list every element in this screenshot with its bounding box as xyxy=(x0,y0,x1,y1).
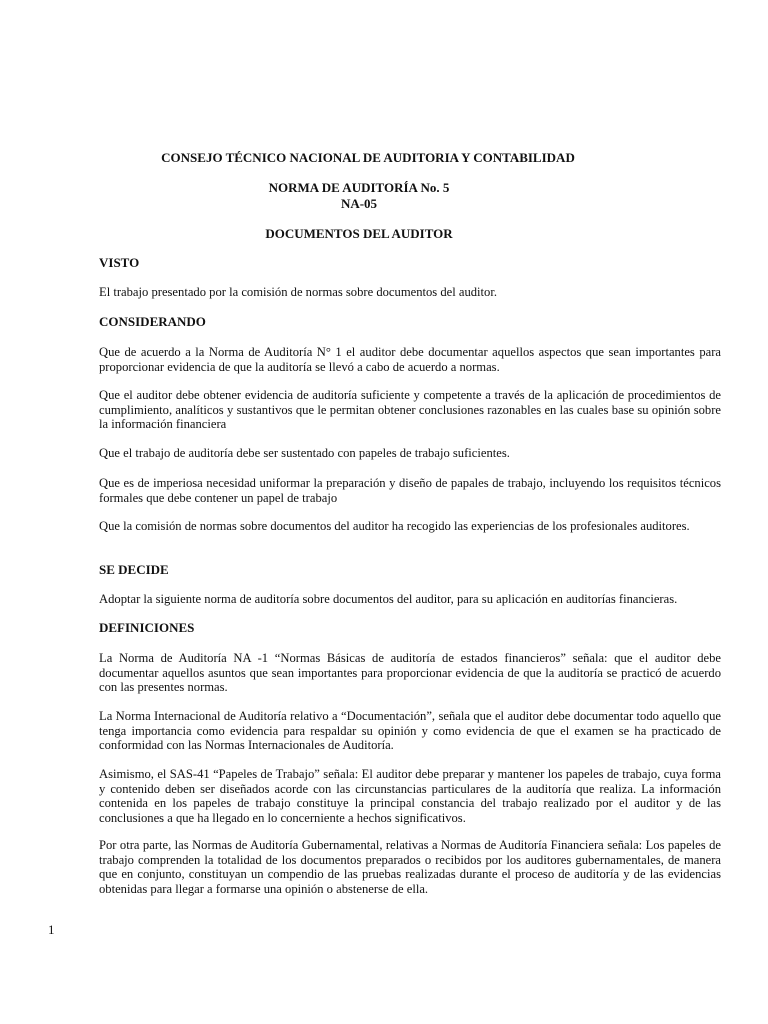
considerando-paragraph: Que el trabajo de auditoría debe ser sustentado con papeles de trabajo suficientes. xyxy=(99,446,510,460)
section-heading-visto: VISTO xyxy=(99,255,140,270)
section-heading-se-decide: SE DECIDE xyxy=(99,562,169,577)
council-title: CONSEJO TÉCNICO NACIONAL DE AUDITORIA Y CONTABILIDAD xyxy=(161,150,575,165)
definiciones-paragraph: Por otra parte, las Normas de Auditoría Gubernamental, relativas a Normas de Auditoría Financiera señala: Los papeles de trabajo comprenden la totalidad de los documentos preparados o recibidos por los auditores gubernamentales, de manera que en conjunto, constituyan un compendio de las pruebas realizadas durante el proceso de auditoría y de las evidencias obtenidas para llegar a formarse una opinión o abstenerse de ella. xyxy=(99,838,721,896)
considerando-paragraph: Que es de imperiosa necesidad uniformar la preparación y diseño de papales de trabajo, incluyendo los requisitos técnicos formales que debe contener un papel de trabajo xyxy=(99,476,721,505)
visto-paragraph: El trabajo presentado por la comisión de normas sobre documentos del auditor. xyxy=(99,285,498,299)
norm-title: NORMA DE AUDITORÍA No. 5 xyxy=(268,180,450,195)
considerando-paragraph: Que el auditor debe obtener evidencia de auditoría suficiente y competente a través de la aplicación de procedimientos de cumplimiento, analíticos y sustantivos que le permitan obtener conclusiones razonables en las cuales base su opinión sobre la información financiera xyxy=(99,388,721,432)
page-number: 1 xyxy=(48,922,55,937)
definiciones-paragraph: Asimismo, el SAS-41 “Papeles de Trabajo” señala: El auditor debe preparar y mantener los papeles de trabajo, cuya forma y contenido deben ser diseñados acorde con las circunstancias particulares de la auditoría que realiza. La información contenida en los papeles de trabajo constituye la principal constancia del trabajo realizado por el auditor y de las conclusiones a que ha llegado en lo concerniente a hechos significativos. xyxy=(99,767,721,825)
section-heading-considerando: CONSIDERANDO xyxy=(99,314,206,329)
section-heading-definiciones: DEFINICIONES xyxy=(99,620,195,635)
considerando-paragraph: Que de acuerdo a la Norma de Auditoría N° 1 el auditor debe documentar aquellos aspectos que sean importantes para proporcionar evidencia de que la auditoría se llevó a cabo de acuerdo a normas. xyxy=(99,345,721,374)
document-subject: DOCUMENTOS DEL AUDITOR xyxy=(265,226,453,241)
considerando-paragraph: Que la comisión de normas sobre documentos del auditor ha recogido las experiencias de los profesionales auditores. xyxy=(99,519,690,533)
definiciones-paragraph: La Norma de Auditoría NA -1 “Normas Básicas de auditoría de estados financieros” señala: que el auditor debe documentar aquellos asuntos que sean importantes para proporcionar evidencia de que la auditoría se practicó de acuerdo con las presentes normas. xyxy=(99,651,721,695)
definiciones-paragraph: La Norma Internacional de Auditoría relativo a “Documentación”, señala que el auditor debe documentar todo aquello que tenga importancia como evidencia para respaldar su opinión y como evidencia de que el examen se ha practicado de conformidad con las Normas Internacionales de Auditoría. xyxy=(99,709,721,753)
norm-code: NA-05 xyxy=(340,196,378,211)
se-decide-paragraph: Adoptar la siguiente norma de auditoría sobre documentos del auditor, para su aplicación en auditorías financieras. xyxy=(99,592,678,606)
